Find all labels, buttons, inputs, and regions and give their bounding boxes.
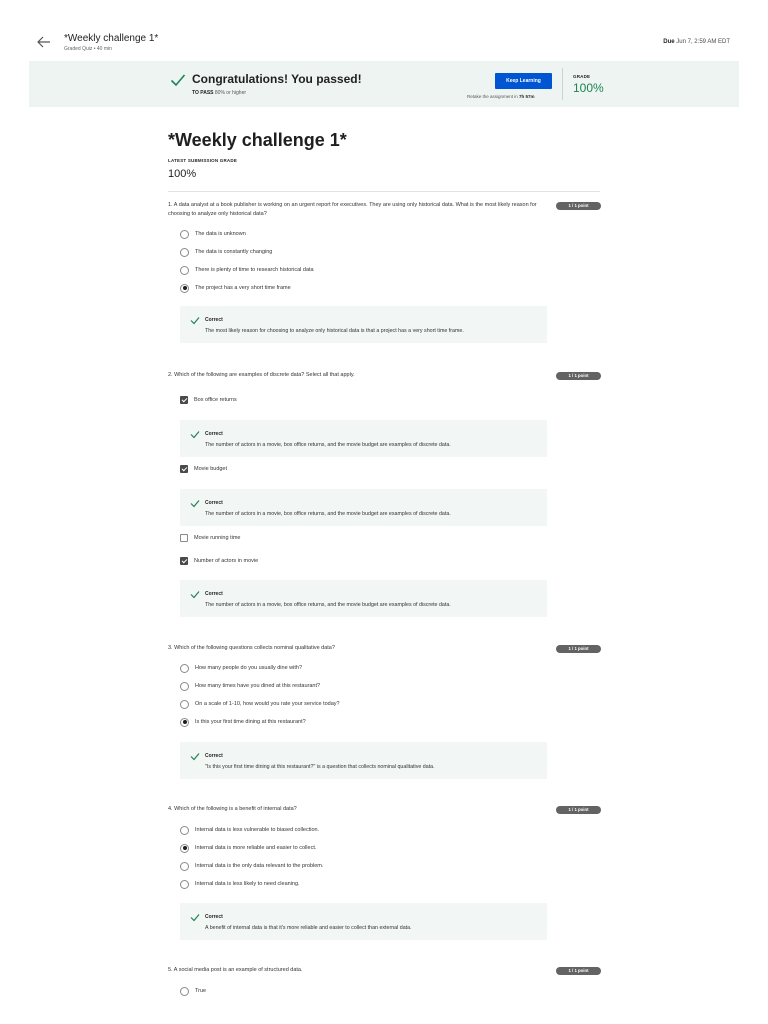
pass-requirement (192, 90, 246, 96)
question-4-option-4[interactable] (180, 879, 300, 889)
banner-divider (562, 68, 563, 100)
option-label: Movie budget (194, 466, 228, 472)
option-label: How many times have you dined at this restaurant? (195, 683, 321, 689)
radio-button[interactable] (180, 700, 189, 709)
question-5-points-badge: 1 / 1 point (556, 967, 601, 975)
feedback-text: The number of actors in a movie, box office returns, and the movie budget are examples of discrete data. (205, 511, 451, 517)
option-label: Internal data is more reliable and easier to collect. (195, 845, 317, 851)
option-label: Internal data is the only data relevant to the problem. (195, 863, 324, 869)
header-subtitle: Graded Quiz • 40 min (64, 46, 112, 52)
question-2-option-4[interactable] (180, 556, 258, 566)
question-5-option-1[interactable] (180, 986, 206, 996)
option-label: Internal data is less likely to need cleaning. (195, 881, 300, 887)
pass-check-icon (170, 73, 186, 87)
question-2-option-2[interactable] (180, 464, 227, 474)
option-label: The data is unknown (195, 231, 246, 237)
question-4-option-3[interactable] (180, 861, 323, 871)
latest-grade-value: 100% (168, 168, 197, 180)
retake-info (467, 94, 535, 99)
feedback-text: The number of actors in a movie, box office returns, and the movie budget are examples of discrete data. (205, 442, 451, 448)
question-2-points-badge: 1 / 1 point (556, 372, 601, 380)
pass-title: Congratulations! You passed! (192, 72, 362, 86)
radio-button[interactable] (180, 248, 189, 257)
feedback-title: Correct (205, 753, 223, 759)
grade-label: GRADE (573, 74, 591, 79)
question-2-option-1[interactable] (180, 395, 237, 405)
question-3-option-3[interactable] (180, 699, 340, 709)
top-bar (0, 0, 768, 60)
due-value: Jun 7, 2:59 AM EDT (676, 39, 730, 45)
option-label: Movie running time (194, 535, 241, 541)
radio-button-selected[interactable] (180, 284, 189, 293)
feedback-title: Correct (205, 914, 223, 920)
due-date (663, 39, 730, 45)
retake-time: 7h 57m (519, 94, 535, 99)
question-1-option-4[interactable] (180, 283, 291, 293)
feedback-text: The most likely reason for choosing to analyze only historical data is that a project has a very short time frame. (205, 328, 464, 334)
question-4-feedback (180, 903, 547, 940)
radio-button[interactable] (180, 266, 189, 275)
option-label: The data is constantly changing (195, 249, 273, 255)
to-pass-value: 80% or higher (214, 90, 247, 96)
question-2-feedback-3 (180, 580, 547, 617)
question-2-feedback-1 (180, 420, 547, 457)
question-1-option-3[interactable] (180, 265, 314, 275)
correct-check-icon (190, 913, 200, 922)
correct-check-icon (190, 752, 200, 761)
feedback-title: Correct (205, 317, 223, 323)
question-1-text: 1. A data analyst at a book publisher is working on an urgent report for executives. They are using only historical data. What is the most likely reason for choosing to analyze only historical data? (168, 202, 537, 217)
question-3-option-1[interactable] (180, 663, 302, 673)
checkbox[interactable] (180, 534, 188, 542)
radio-button[interactable] (180, 880, 189, 889)
header-divider (168, 191, 600, 192)
option-label: The project has a very short time frame (195, 285, 291, 291)
option-label: There is plenty of time to research historical data (195, 267, 314, 273)
keep-learning-button[interactable]: Keep Learning (495, 73, 552, 89)
option-label: How many people do you usually dine with? (195, 665, 303, 671)
question-2-option-3[interactable] (180, 533, 240, 543)
radio-button[interactable] (180, 682, 189, 691)
question-3-feedback (180, 742, 547, 779)
radio-button[interactable] (180, 987, 189, 996)
radio-button[interactable] (180, 230, 189, 239)
feedback-text: "Is this your first time dining at this restaurant?" is a question that collects nominal qualitative data. (205, 764, 435, 770)
question-1-option-2[interactable] (180, 247, 272, 257)
question-3-option-4[interactable] (180, 717, 306, 727)
radio-button[interactable] (180, 664, 189, 673)
question-2-feedback-2 (180, 489, 547, 526)
question-1-points-badge: 1 / 1 point (556, 202, 601, 210)
option-label: Number of actors in movie (194, 558, 259, 564)
option-label: Internal data is less vulnerable to biased collection. (195, 827, 320, 833)
header-title: *Weekly challenge 1* (64, 33, 159, 44)
feedback-text: The number of actors in a movie, box office returns, and the movie budget are examples of discrete data. (205, 602, 451, 608)
question-4-points-badge: 1 / 1 point (556, 806, 601, 814)
feedback-title: Correct (205, 500, 223, 506)
radio-button-selected[interactable] (180, 718, 189, 727)
question-1-option-1[interactable] (180, 229, 246, 239)
question-3-option-2[interactable] (180, 681, 320, 691)
checkbox-checked[interactable] (180, 465, 188, 473)
checkbox-checked[interactable] (180, 557, 188, 565)
option-label: Is this your first time dining at this restaurant? (195, 719, 306, 725)
question-1-feedback (180, 306, 547, 343)
question-4-option-2[interactable] (180, 843, 316, 853)
option-label: True (195, 988, 207, 994)
question-3-text: 3. Which of the following questions collects nominal qualitative data? (168, 645, 335, 651)
correct-check-icon (190, 590, 200, 599)
radio-button[interactable] (180, 826, 189, 835)
page-title: *Weekly challenge 1* (168, 130, 347, 150)
feedback-title: Correct (205, 431, 223, 437)
radio-button[interactable] (180, 862, 189, 871)
option-label: On a scale of 1-10, how would you rate your service today? (195, 701, 340, 707)
to-pass-label: TO PASS (192, 90, 214, 96)
question-4-option-1[interactable] (180, 825, 319, 835)
correct-check-icon (190, 430, 200, 439)
back-arrow-icon[interactable] (36, 34, 52, 50)
correct-check-icon (190, 316, 200, 325)
grade-value: 100% (573, 81, 604, 95)
radio-button-selected[interactable] (180, 844, 189, 853)
due-label: Due (663, 39, 675, 45)
question-3-points-badge: 1 / 1 point (556, 645, 601, 653)
feedback-title: Correct (205, 591, 223, 597)
option-label: Box office returns (194, 397, 237, 403)
correct-check-icon (190, 499, 200, 508)
checkbox-checked[interactable] (180, 396, 188, 404)
retake-prefix: Retake the assignment in (467, 94, 518, 99)
question-2-text: 2. Which of the following are examples of discrete data? Select all that apply. (168, 372, 355, 378)
pass-banner (29, 61, 739, 107)
latest-grade-label: LATEST SUBMISSION GRADE (168, 158, 238, 163)
question-4-text: 4. Which of the following is a benefit of internal data? (168, 806, 297, 812)
feedback-text: A benefit of internal data is that it's more reliable and easier to collect than external data. (205, 925, 412, 931)
question-5-text: 5. A social media post is an example of structured data. (168, 967, 303, 973)
